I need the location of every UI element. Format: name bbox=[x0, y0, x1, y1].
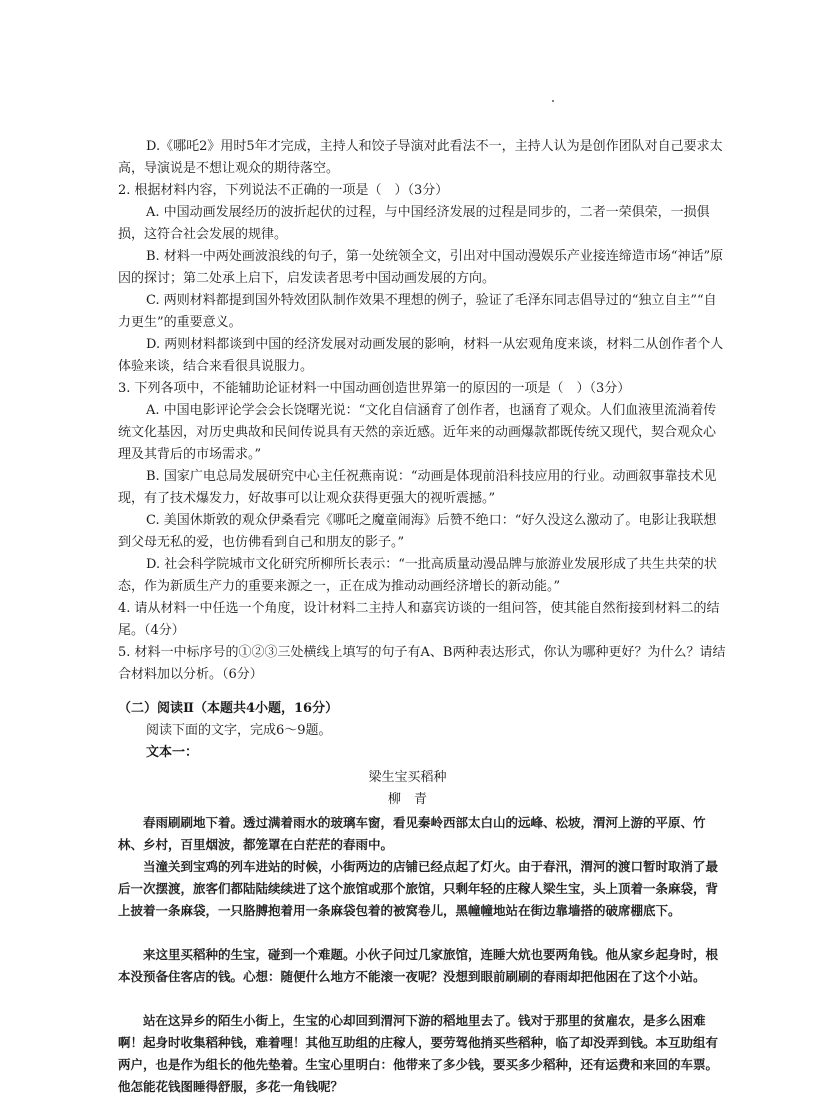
story-title: 梁生宝买稻种 bbox=[368, 770, 447, 785]
q3-option-b: B. 国家广电总局发展研究中心主任祝燕南说：“动画是体现前沿科技应用的行业。动画叙事靠技术见现，有了技术爆发力，好故事可以让观众获得更强大的视听震撼。” bbox=[118, 469, 717, 506]
q1-option-d: D.《哪吒2》用时5年才完成，主持人和饺子导演对此看法不一，主持人认为是创作团队对自己要求太高，导演说是不想让观众的期待落空。 bbox=[118, 139, 723, 176]
q2-option-a: A. 中国动画发展经历的波折起伏的过程，与中国经济发展的过程是同步的，二者一荣俱荣，一损俱损，这符合社会发展的规律。 bbox=[118, 205, 710, 242]
q2-stem: 2. 根据材料内容，下列说法不正确的一项是（ ）（3分） bbox=[118, 183, 449, 198]
q5: 5. 材料一中标序号的①②③三处横线上填写的句子有A、B两种表达形式，你认为哪种更好？为什么？请结合材料加以分析。（6分） bbox=[118, 645, 726, 682]
scan-speck bbox=[552, 100, 554, 102]
q2-option-c: C. 两则材料都提到国外特效团队制作效果不理想的例子，验证了毛泽东同志倡导过的“独立自主”“自力更生”的重要意义。 bbox=[118, 293, 717, 330]
q4: 4. 请从材料一中任选一个角度，设计材料二主持人和嘉宾访谈的一组问答，使其能自然衔接到材料二的结尾。（4分） bbox=[118, 601, 720, 638]
story-paragraph-3: 来这里买稻种的生宝，碰到一个难题。小伙子问过几家旅馆，连睡大炕也要两角钱。他从家乡起身时，根本没预备住客店的钱。心想：随便什么地方不能滚一夜呢？没想到眼前刷刷的春雨却把他困在了这个小站。 bbox=[118, 947, 719, 984]
section-instruction: 阅读下面的文字，完成6～9题。 bbox=[146, 723, 332, 738]
story-paragraph-4: 站在这异乡的陌生小街上，生宝的心却回到渭河下游的稻地里去了。钱对于那里的贫雇农，是多么困难啊！起身时收集稻种钱，难着哩！其他互助组的庄稼人，要劳驾他捎买些稻种，临了却没弄到钱。本互助组有两户，也是作为组长的他先垫着。生宝心里明白：他带来了多少钱，要买多少稻种，还有运费和来回的车票。他怎能花钱图睡得舒服，多花一角钱呢？ bbox=[118, 1013, 719, 1094]
story-paragraph-2: 当潼关到宝鸡的列车进站的时候，小街两边的店铺已经点起了灯火。由于春汛，渭河的渡口暂时取消了最后一次摆渡，旅客们都陆陆续续进了这个旅馆或那个旅馆，只剩年轻的庄稼人梁生宝，头上顶着一条麻袋，背上披着一条麻袋，一只胳膊抱着用一条麻袋包着的被窝卷儿，黑幢幢地站在街边靠墙搭的破席棚底下。 bbox=[118, 859, 719, 918]
story-paragraph-1: 春雨刷刷地下着。透过满着雨水的玻璃车窗，看见秦岭西部太白山的远峰、松坡，渭河上游的平原、竹林、乡村，百里烟波，都笼罩在白茫茫的春雨中。 bbox=[118, 815, 706, 852]
q3-option-c: C. 美国休斯敦的观众伊桑看完《哪吒之魔童闹海》后赞不绝口：“好久没这么激动了。电影让我联想到父母无私的爱，也仿佛看到自己和朋友的影子。” bbox=[118, 513, 717, 550]
q3-option-d: D. 社会科学院城市文化研究所柳所长表示：“一批高质量动漫品牌与旅游业发展形成了共生共荣的状态，作为新质生产力的重要来源之一，正在成为推动动画经济增长的新动能。” bbox=[118, 557, 717, 594]
q3-option-a: A. 中国电影评论学会会长饶曙光说：“文化自信涵育了创作者，也涵育了观众。人们血液里流淌着传统文化基因，对历史典故和民间传说具有天然的亲近感。近年来的动画爆款都既传统又现代，契合观众心理及其背后的市场需求。” bbox=[118, 403, 717, 462]
q2-option-d: D. 两则材料都谈到中国的经济发展对动画发展的影响，材料一从宏观角度来谈，材料二从创作者个人体验来谈，结合来看很具说服力。 bbox=[118, 337, 724, 374]
q2-option-b: B. 材料一中两处画波浪线的句子，第一处统领全文，引出对中国动漫娱乐产业接连缔造市场“神话”原因的探讨；第二处承上启下，启发读者思考中国动画发展的方向。 bbox=[118, 249, 724, 286]
text-label: 文本一： bbox=[146, 745, 199, 760]
section-heading: （二）阅读Ⅱ（本题共4小题，16分） bbox=[118, 701, 339, 716]
q3-stem: 3. 下列各项中，不能辅助论证材料一中国动画创造世界第一的原因的一项是（ ）（3分） bbox=[118, 381, 631, 396]
story-author: 柳 青 bbox=[387, 792, 427, 807]
